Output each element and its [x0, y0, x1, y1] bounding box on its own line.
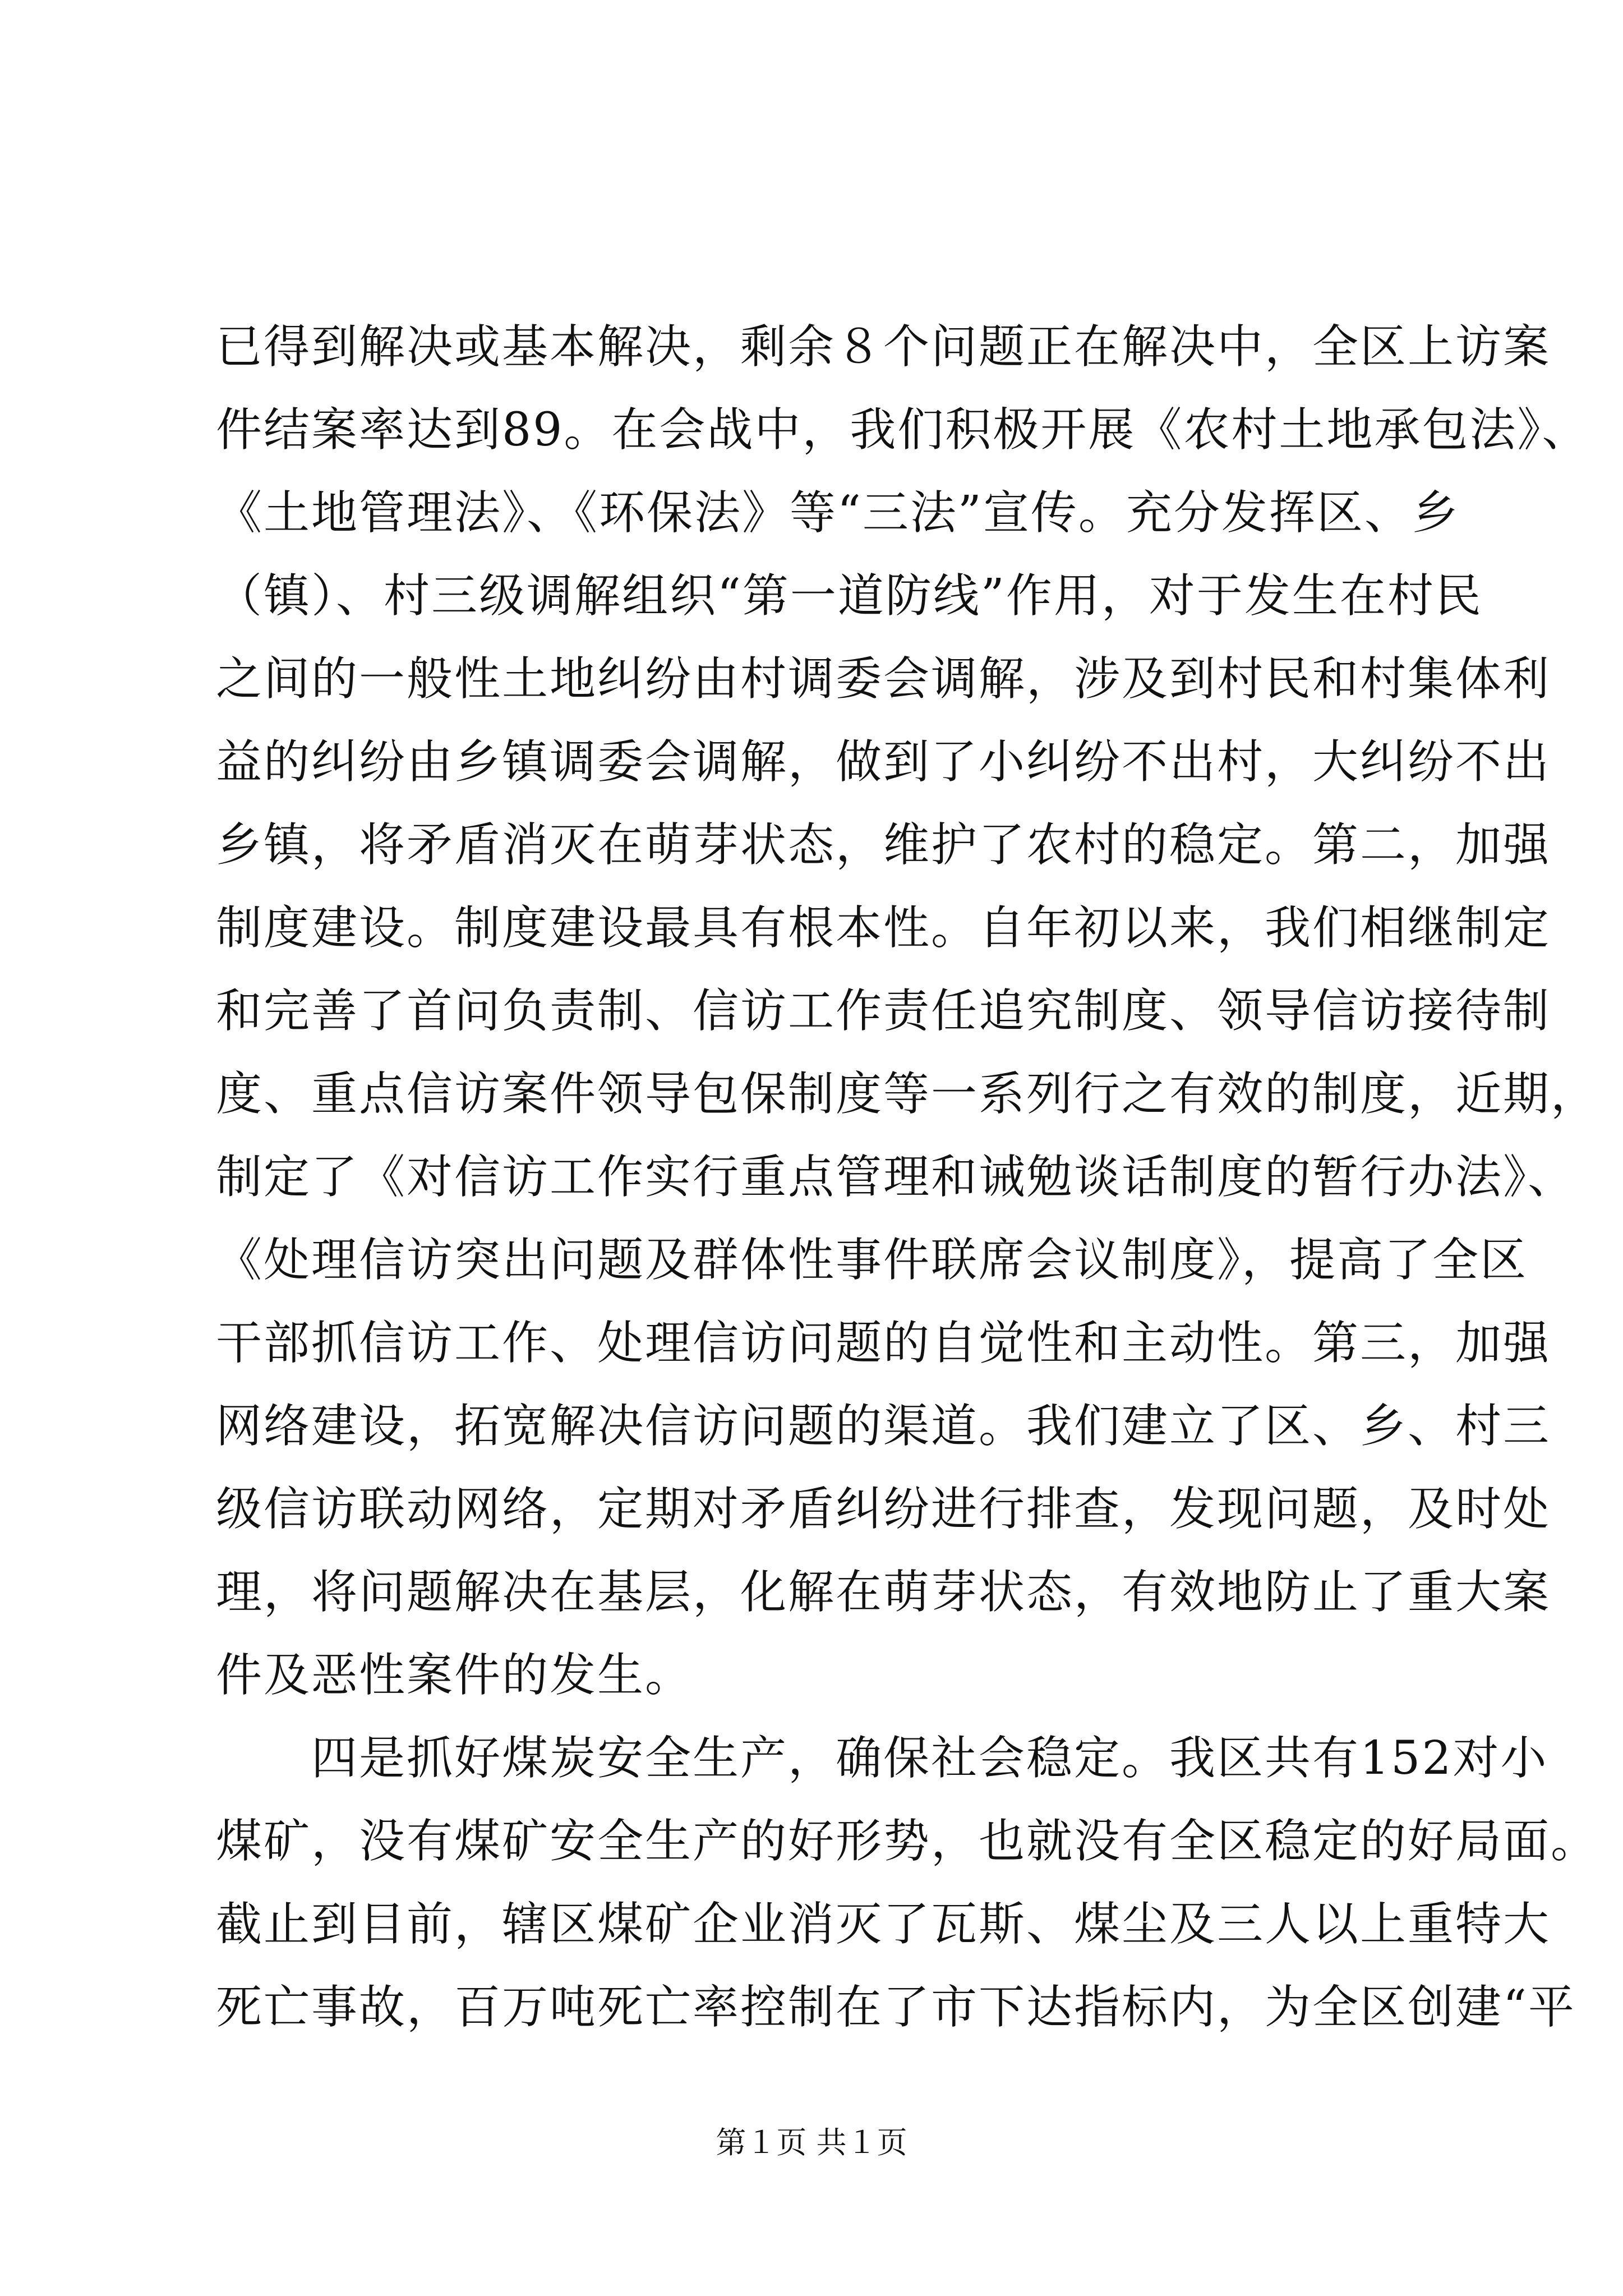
- text-line: 件结案率达到89。在会战中，我们积极开展《农村土地承包法》、: [216, 403, 1590, 457]
- text-line: 已得到解决或基本解决，剩余８个问题正在解决中，全区上访案: [216, 320, 1551, 374]
- text-line: 煤矿，没有煤矿安全生产的好形势，也就没有全区稳定的好局面。: [216, 1815, 1599, 1868]
- text-line: 和完善了首问负责制、信访工作责任追究制度、领导信访接待制: [216, 984, 1551, 1038]
- text-line: 之间的一般性土地纠纷由村调委会调解，涉及到村民和村集体利: [216, 652, 1551, 706]
- text-line: （镇）、村三级调解组织“第一道防线”作用，对于发生在村民: [216, 569, 1483, 623]
- text-line: 截止到目前，辖区煤矿企业消灭了瓦斯、煤尘及三人以上重特大: [216, 1898, 1551, 1951]
- text-line: 益的纠纷由乡镇调委会调解，做到了小纠纷不出村，大纠纷不出: [216, 735, 1551, 789]
- document-body: [216, 306, 1599, 2049]
- text-line: 网络建设，拓宽解决信访问题的渠道。我们建立了区、乡、村三: [216, 1400, 1551, 1453]
- text-line: 理，将问题解决在基层，化解在萌芽状态，有效地防止了重大案: [216, 1566, 1551, 1619]
- text-line: 级信访联动网络，定期对矛盾纠纷进行排查，发现问题，及时处: [216, 1483, 1551, 1536]
- text-line: 制度建设。制度建设最具有根本性。自年初以来，我们相继制定: [216, 901, 1551, 955]
- text-line: 度、重点信访案件领导包保制度等一系列行之有效的制度，近期，: [216, 1068, 1599, 1121]
- text-line: 干部抓信访工作、处理信访问题的自觉性和主动性。第三，加强: [216, 1317, 1551, 1370]
- text-line: 件及恶性案件的发生。: [216, 1649, 693, 1702]
- page-footer: 第１页 共１页: [716, 2125, 907, 2160]
- text-line: 制定了《对信访工作实行重点管理和诫勉谈话制度的暂行办法》、: [216, 1151, 1576, 1204]
- text-line: 《处理信访突出问题及群体性事件联席会议制度》，提高了全区: [216, 1234, 1528, 1287]
- text-line: 乡镇，将矛盾消灭在萌芽状态，维护了农村的稳定。第二，加强: [216, 818, 1551, 872]
- text-line: 死亡事故，百万吨死亡率控制在了市下达指标内，为全区创建“平: [216, 1981, 1576, 2034]
- text-line: 《土地管理法》、《环保法》等“三法”宣传。充分发挥区、乡: [216, 486, 1460, 540]
- text-line: 四是抓好煤炭安全生产，确保社会稳定。我区共有152对小: [216, 1732, 1548, 1785]
